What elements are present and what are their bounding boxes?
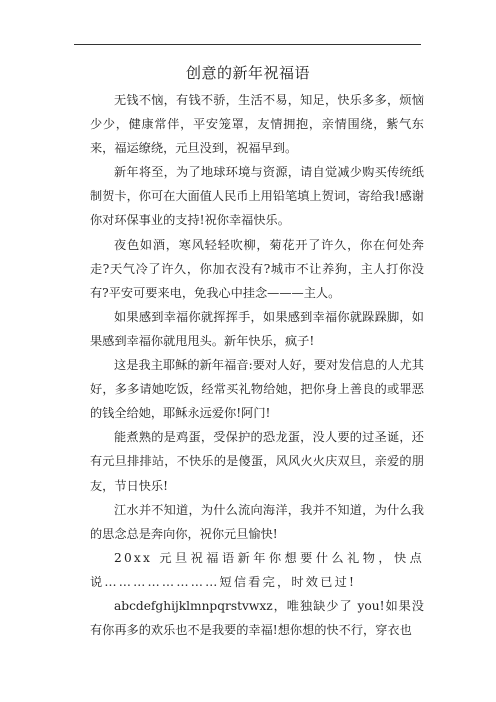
page-title: 创意的新年祝福语 <box>185 64 310 82</box>
paragraph-9: abcdefghijklmnpqrstvwxz，唯独缺少了 you!如果没有你再多的欢乐也不是我要的幸福!想你想的快不行，穿衣也 <box>90 598 424 638</box>
body-text <box>90 88 424 642</box>
paragraph-1: 无钱不恼，有钱不骄，生活不易，知足，快乐多多，烦恼少少，健康常伴，平安笼罩，友情拥抱，亲情围绕，紫气东来，福运缭绕，元旦没到，祝福早到。 <box>90 93 424 156</box>
paragraph-2: 新年将至，为了地球环境与资源，请自觉减少购买传统纸制贺卡，你可在大面值人民币上用铅笔填上贺词，寄给我!感谢你对环保事业的支持!祝你幸福快乐。 <box>90 165 424 228</box>
paragraph-4: 如果感到幸福你就挥挥手，如果感到幸福你就跺跺脚，如果感到幸福你就甩甩头。新年快乐，疯子! <box>90 309 424 348</box>
paragraph-3: 夜色如酒，寒风轻轻吹柳，菊花开了许久，你在何处奔走?天气冷了许久，你加衣没有?城市不让养狗，主人打你没有?平安可要来电，免我心中挂念———主人。 <box>90 237 424 300</box>
paragraph-6: 能煮熟的是鸡蛋，受保护的恐龙蛋，没人要的过圣诞，还有元旦排排站，不快乐的是傻蛋，风风火火庆双旦，亲爱的朋友，节日快乐! <box>90 430 424 493</box>
paragraph-5: 这是我主耶稣的新年福音:要对人好，要对发信息的人尤其好，多多请她吃饭，经常买礼物给她，把你身上善良的或罪恶的钱全给她，耶稣永远爱你!阿门! <box>90 358 424 421</box>
header-rule <box>74 44 421 45</box>
paragraph-7: 江水并不知道，为什么流向海洋，我并不知道，为什么我的思念总是奔向你，祝你元旦愉快! <box>90 502 424 541</box>
paragraph-8: 20xx 元旦祝福语新年你想要什么礼物，快点说……………………短信看完，时效已过! <box>90 550 424 589</box>
